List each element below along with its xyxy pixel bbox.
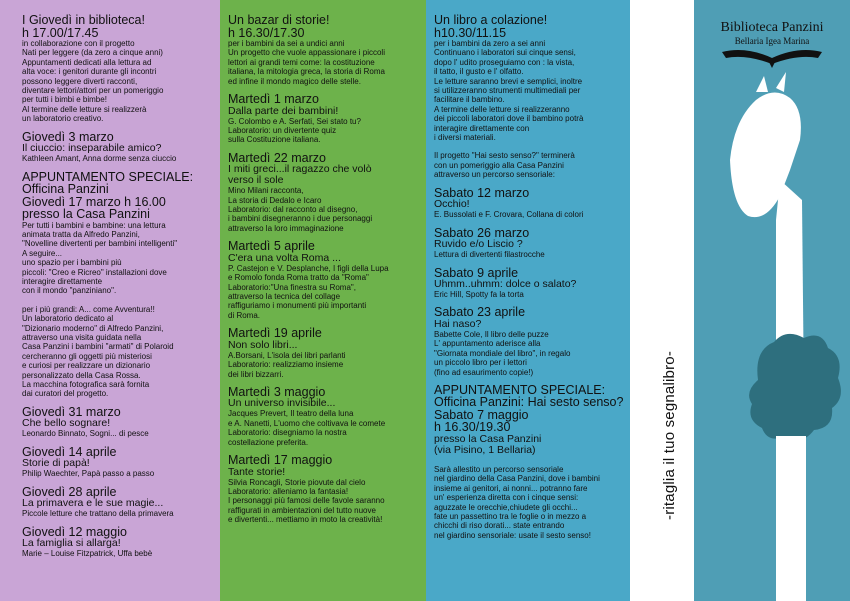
event-heading: APPUNTAMENTO SPECIALE: xyxy=(434,382,606,397)
event-text-line: Laboratorio: alleniamo la fantasia! xyxy=(228,486,349,496)
event-subheading: Non solo libri... xyxy=(228,338,298,351)
event-text-line: un' esperienza diretta con i cinque sensi: xyxy=(434,493,579,503)
event-text xyxy=(228,264,422,320)
event-text-line: P. Castejon e V. Desplanche, I figli della Lupa xyxy=(228,263,389,273)
event-block xyxy=(228,327,422,379)
event-block xyxy=(22,446,214,479)
event-heading: Sabato 12 marzo xyxy=(434,185,530,200)
event-text xyxy=(228,409,422,447)
library-place: Bellaria Igea Marina xyxy=(734,36,810,46)
event-text-line: attraverso la loro immaginazione xyxy=(228,223,344,233)
event-text-line: La storia di Dedalo e Icaro xyxy=(228,195,322,205)
event-subheading: Hai naso? xyxy=(434,317,482,330)
event-subheading: (via Pisino, 1 Bellaria) xyxy=(434,443,536,456)
event-text-line: un piccolo libro per i lettori xyxy=(434,358,527,368)
event-text-line: i diversi materiali. xyxy=(434,133,496,143)
column-giovedi xyxy=(0,0,220,601)
event-block xyxy=(228,454,422,525)
book-icon xyxy=(722,50,822,68)
event-text-line: Laboratorio: realizziamo insieme xyxy=(228,360,344,370)
event-text-line: dopo l' udito proseguiamo con : la vista, xyxy=(434,57,575,67)
event-subheading: La famiglia si allarga! xyxy=(22,537,121,550)
event-text-line: Laboratorio: un divertente quiz xyxy=(228,125,337,135)
event-text xyxy=(434,39,626,180)
event-subheading: Un universo invisibile... xyxy=(228,397,336,410)
event-text-line: E. Bussolati e F. Crovara, Collana di colori xyxy=(434,210,584,220)
event-text-line: aguzzate le orecchie,chiudete gli occhi... xyxy=(434,502,578,512)
event-text-line: insieme ai genitori, ai nonni... potranno fare xyxy=(434,483,588,493)
event-block xyxy=(434,187,626,220)
event-heading: Officina Panzini: Hai sesto senso? xyxy=(434,395,624,410)
event-block xyxy=(228,152,422,234)
event-text-line: piccoli: "Creo e Ricreo" installazioni dove xyxy=(22,267,167,277)
cut-here-label: -ritaglia il tuo segnalibro- xyxy=(661,350,678,520)
event-block xyxy=(22,406,214,439)
event-heading: h10.30/11.15 xyxy=(434,25,507,40)
event-text-line: La macchina fotografica sarà fornita xyxy=(22,380,150,390)
event-text-line: "Giornata mondiale del libro", in regalo xyxy=(434,348,571,358)
event-text-line xyxy=(434,142,626,151)
event-text-line: nel giardino della Casa Panzini, dove i bambini xyxy=(434,474,600,484)
event-text-line: Un laboratorio dedicato al xyxy=(22,314,114,324)
event-heading: Martedì 17 maggio xyxy=(228,453,333,468)
event-block xyxy=(228,14,422,86)
giraffe-illustration xyxy=(694,0,850,601)
event-text-line xyxy=(434,456,626,465)
event-text-line: Sarà allestito un percorso sensoriale xyxy=(434,464,564,474)
event-text-line: e curiosi per realizzare un dizionario xyxy=(22,361,151,371)
library-name: Biblioteca Panzini xyxy=(720,20,824,35)
event-heading: h 17.00/17.45 xyxy=(22,25,99,40)
event-text-line: Eric Hill, Spotty fa la torta xyxy=(434,290,524,299)
event-heading: Un libro a colazione! xyxy=(434,13,548,27)
event-text-line: dai curatori del progetto. xyxy=(22,389,109,399)
event-text-line: chicchi di riso dorati... state entrando xyxy=(434,521,565,531)
event-text-line: di Roma. xyxy=(228,310,261,320)
event-text-line: interagire direttamente con xyxy=(434,123,530,133)
event-text xyxy=(228,351,422,379)
event-text-line: A termine delle letture si realizzeranno xyxy=(434,104,570,114)
event-text-line: nel giardino sensoriale: usate il sesto senso! xyxy=(434,530,591,540)
event-heading: I Giovedì in biblioteca! xyxy=(22,13,145,27)
event-heading: h 16.30/17.30 xyxy=(228,25,305,40)
event-subheading: C'era una volta Roma ... xyxy=(228,251,341,264)
event-text-line: e Romolo fonda Roma tratto da "Roma" xyxy=(228,273,369,283)
event-text-line: Il progetto "Hai sesto senso?" terminerà xyxy=(434,151,575,161)
event-text-line: dei piccoli laboratori dove il bambino potrà xyxy=(434,114,584,124)
event-text-line: Al termine delle letture si realizzerà xyxy=(22,104,147,114)
event-text-line: italiana, la mitologia greca, la storia di Roma xyxy=(228,67,385,77)
event-subheading: Che bello sognare! xyxy=(22,417,111,430)
event-text-line: cercheranno gli oggetti più misteriosi xyxy=(22,351,152,361)
event-text-line: ed infine il mondo magico delle stelle. xyxy=(228,76,361,86)
bookmark xyxy=(694,0,850,601)
event-text-line: alta voce: i genitori durante gli incontri xyxy=(22,67,157,77)
event-text-line: Mino Milani racconta, xyxy=(228,186,304,196)
event-text-line: per i bambini da zero a sei anni xyxy=(434,39,546,48)
event-subheading: Il ciuccio: inseparabile amico? xyxy=(22,142,162,155)
event-text-line: Casa Panzini i bambini "armati" di Polaroid xyxy=(22,342,174,352)
event-subheading: verso il sole xyxy=(228,174,284,187)
event-text-line: Per tutti i bambini e bambine: una lettura xyxy=(22,220,166,230)
event-text-line: diventare lettori/attori per un pomeriggio xyxy=(22,86,164,96)
event-text-line: personalizzato della Casa Rossa. xyxy=(22,370,141,380)
event-subheading: Storie di papà! xyxy=(22,457,90,470)
event-subheading: Dalla parte dei bambini! xyxy=(228,104,339,117)
event-heading: Martedì 19 aprile xyxy=(228,326,322,341)
event-block xyxy=(434,267,626,300)
event-text-line: Leonardo Binnato, Sogni... di pesce xyxy=(22,429,149,439)
event-text-line: Laboratorio: dal racconto al disegno, xyxy=(228,205,358,215)
event-text-line: Appuntamenti dedicati alla lettura ad xyxy=(22,57,152,67)
event-text-line: Lettura di divertenti filastrocche xyxy=(434,250,545,260)
event-text xyxy=(228,39,422,86)
event-text-line: Jacques Prevert, Il teatro della luna xyxy=(228,409,354,419)
event-text xyxy=(22,429,214,438)
event-heading: Martedì 3 maggio xyxy=(228,384,326,399)
event-heading: Un bazar di storie! xyxy=(228,13,330,27)
event-text-line: attraverso la tecnica del collage xyxy=(228,292,341,301)
event-text xyxy=(434,250,626,259)
event-text-line: interagire direttamente xyxy=(22,277,103,286)
event-text-line: Silvia Roncagli, Storie piovute dal cielo xyxy=(228,477,366,487)
event-block xyxy=(22,171,214,399)
event-text-line: facilitare il bambino. xyxy=(434,95,505,105)
event-text-line: e A. Nanetti, L'uomo che coltivava le comete xyxy=(228,418,386,428)
event-text-line: con il mondo "panziniano". xyxy=(22,286,117,296)
event-heading: Sabato 7 maggio xyxy=(434,407,529,422)
event-text-line: possono leggere diverti racconti, xyxy=(22,76,138,86)
event-block xyxy=(434,306,626,377)
event-text xyxy=(22,469,214,478)
event-text-line: Philip Waechter, Papà passo a passo xyxy=(22,469,155,479)
event-text-line: Marie – Louise Fitzpatrick, Uffa bebè xyxy=(22,549,153,559)
event-heading: Giovedì 31 marzo xyxy=(22,404,121,419)
event-text-line: un laboratorio creativo. xyxy=(22,114,104,124)
event-text-line: attraverso un percorso sensoriale: xyxy=(434,170,555,180)
event-text-line: I personaggi più famosi delle favole saranno xyxy=(228,496,385,506)
event-text xyxy=(228,186,422,233)
event-heading: APPUNTAMENTO SPECIALE: xyxy=(22,169,194,184)
event-heading: presso la Casa Panzini xyxy=(22,207,150,222)
event-subheading: La primavera e le sue magie... xyxy=(22,497,164,510)
event-text-line: i bambini disegneranno i due personaggi xyxy=(228,214,373,224)
event-text-line: G. Colombo e A. Serfati, Sei stato tu? xyxy=(228,116,361,126)
event-block xyxy=(434,227,626,260)
event-text-line: e divertenti... mettiamo in moto la creatività! xyxy=(228,515,383,525)
event-text xyxy=(434,290,626,299)
event-heading: Sabato 26 marzo xyxy=(434,225,530,240)
event-text xyxy=(228,117,422,145)
event-subheading: Occhio! xyxy=(434,198,470,211)
event-text-line xyxy=(22,296,214,305)
event-text-line: A.Borsani, L'isola dei libri parlanti xyxy=(228,350,346,360)
event-heading: Giovedì 28 aprile xyxy=(22,484,117,499)
event-text-line: Laboratorio: disegniamo la nostra xyxy=(228,428,347,438)
event-text xyxy=(22,39,214,124)
event-heading: Giovedì 14 aprile xyxy=(22,444,117,459)
event-text-line: si utilizzeranno strumenti multimediali per xyxy=(434,86,581,96)
event-text-line: Babette Cole, Il libro delle puzze xyxy=(434,329,549,339)
event-text-line: attraverso una visita guidata nella xyxy=(22,333,142,343)
event-heading: Officina Panzini xyxy=(22,182,109,197)
event-text-line: (fino ad esaurimento copie!) xyxy=(434,367,534,377)
event-text-line: in collaborazione con il progetto xyxy=(22,39,135,48)
event-text xyxy=(22,509,214,518)
event-text-line: Piccole letture che trattano della primavera xyxy=(22,509,174,519)
event-text xyxy=(228,478,422,525)
event-heading: Giovedì 17 marzo h 16.00 xyxy=(22,194,166,209)
event-heading: Martedì 22 marzo xyxy=(228,150,326,165)
column-bazar xyxy=(220,0,426,601)
event-subheading: presso la Casa Panzini xyxy=(434,432,542,445)
event-text-line: dei libri bizzarri. xyxy=(228,369,284,379)
event-text xyxy=(434,330,626,377)
event-text-line: L' appuntamento aderisce alla xyxy=(434,339,541,349)
event-subheading: Uhmm..uhmm: dolce o salato? xyxy=(434,278,577,290)
event-text xyxy=(22,221,214,399)
collar-shape xyxy=(749,334,841,440)
cut-strip xyxy=(630,0,694,601)
event-text-line: costellazione preferita. xyxy=(228,437,309,447)
event-block xyxy=(434,384,626,540)
event-text-line: fate un passettino tra le foglie o in mezzo a xyxy=(434,511,587,521)
event-block xyxy=(434,14,626,180)
event-text-line: per i bambini da sei a undici anni xyxy=(228,39,345,48)
event-text-line: lettori ai grandi temi come: la costituzione xyxy=(228,57,375,67)
event-heading: Martedì 5 aprile xyxy=(228,239,315,254)
event-text-line: raffiguriamo i monumenti più importanti xyxy=(228,301,367,311)
event-text-line: Laboratorio:"Una finestra su Roma", xyxy=(228,282,356,292)
event-text-line: Kathleen Amant, Anna dorme senza ciuccio xyxy=(22,154,177,164)
event-text-line: A seguire... xyxy=(22,248,63,258)
event-text-line: il tatto, il gusto e l' olfatto. xyxy=(434,67,524,77)
event-text-line: uno spazio per i bambini più xyxy=(22,258,122,268)
event-block xyxy=(228,93,422,145)
event-subheading: I miti greci...il ragazzo che volò xyxy=(228,163,372,176)
event-heading: h 16.30/19.30 xyxy=(434,420,511,435)
event-subheading: Ruvido e/o Liscio ? xyxy=(434,238,523,251)
event-text-line: "Dizionario moderno" di Alfredo Panzini, xyxy=(22,323,164,333)
event-text-line: animata tratta da Alfredo Panzini, xyxy=(22,229,140,239)
event-heading: Giovedì 3 marzo xyxy=(22,129,114,144)
event-block xyxy=(22,486,214,519)
event-text-line: Un progetto che vuole appassionare i piccoli xyxy=(228,48,385,58)
event-text-line: "Novelline divertenti per bambini intelligenti" xyxy=(22,239,178,249)
event-text-line: per tutti i bimbi e bimbe! xyxy=(22,95,107,105)
event-text-line: Nati per leggere (da zero a cinque anni) xyxy=(22,48,163,58)
event-text xyxy=(22,549,214,558)
event-text xyxy=(434,456,626,540)
event-heading: Sabato 23 aprile xyxy=(434,305,526,320)
event-heading: Sabato 9 aprile xyxy=(434,265,519,280)
event-heading: Giovedì 12 maggio xyxy=(22,524,127,539)
event-block xyxy=(22,14,214,124)
event-text-line: con un pomeriggio alla Casa Panzini xyxy=(434,160,564,170)
event-subheading: Tante storie! xyxy=(228,465,286,478)
event-block xyxy=(228,386,422,447)
event-block xyxy=(22,526,214,559)
event-text-line: raffigurati in ambientazioni del tutto nuove xyxy=(228,505,376,515)
event-text xyxy=(434,210,626,219)
event-block xyxy=(228,240,422,320)
column-colazione xyxy=(426,0,630,601)
event-text-line: Continuano i laboratori sui cinque sensi, xyxy=(434,48,576,58)
event-text-line: per i più grandi: A... come Avventura!! xyxy=(22,304,155,314)
event-text-line: Le letture saranno brevi e semplici, inoltre xyxy=(434,76,583,86)
event-text xyxy=(22,154,214,163)
event-text-line: sulla Costituzione italiana. xyxy=(228,135,321,145)
event-heading: Martedì 1 marzo xyxy=(228,92,320,107)
event-block xyxy=(22,131,214,164)
